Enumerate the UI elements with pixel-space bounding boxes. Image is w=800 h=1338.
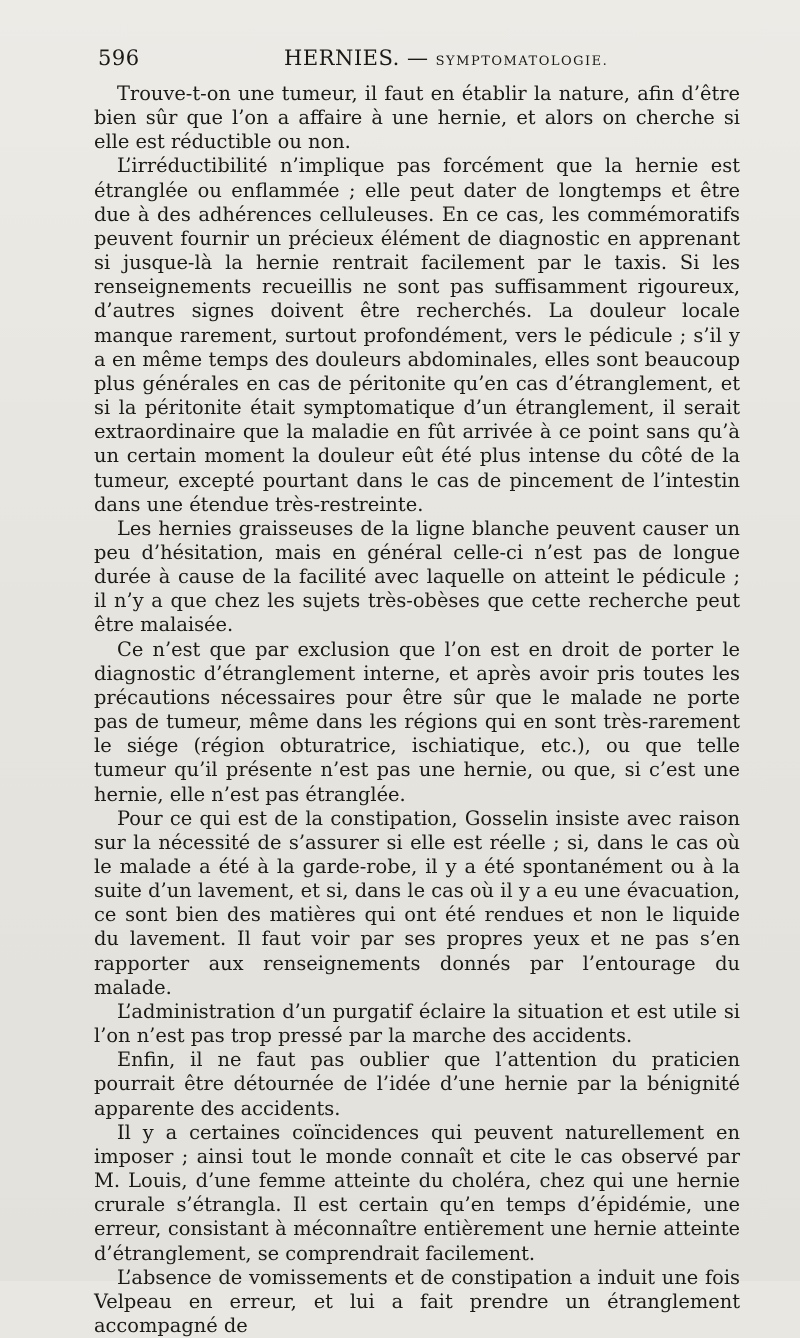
title-separator: — — [406, 46, 429, 70]
paragraph: Ce n’est que par exclusion que l’on est en droit de porter le diagnostic d’étranglement interne, et après avoir pris toutes les précautions nécessaires pour être sûr que le malade ne porte pas de tumeur, même dans les régions qui en sont très-rarement le siége (région obturatrice, ischiatique, etc.), ou que telle tumeur qu’il présente n’est pas une hernie, ou que, si c’est une hernie, elle n’est pas étranglée. — [94, 637, 740, 806]
page-number: 596 — [98, 46, 140, 70]
running-title — [284, 46, 608, 70]
paragraph: L’irréductibilité n’implique pas forcément que la hernie est étranglée ou enflammée ; elle peut dater de longtemps et être due à des adhérences celluleuses. En ce cas, les commémoratifs peuvent fournir un précieux élément de diagnostic en apprenant si jusque-là la hernie rentrait facilement par le taxis. Si les renseignements recueillis ne sont pas suffisamment rigoureux, d’autres signes doivent être recherchés. La douleur locale manque rarement, surtout profondément, vers le pédicule ; s’il y a en même temps des douleurs abdominales, elles sont beaucoup plus générales en cas de péritonite qu’en cas d’étranglement, et si la péritonite était symptomatique d’un étranglement, il serait extraordinaire que la maladie en fût arrivée à ce point sans qu’à un certain moment la douleur eût été plus intense du côté de la tumeur, excepté pourtant dans le cas de pincement de l’intestin dans une étendue très-restreinte. — [94, 154, 740, 516]
paragraph: Enfin, il ne faut pas oublier que l’attention du praticien pourrait être détournée de l’idée d’une hernie par la bénignité apparente des accidents. — [94, 1048, 740, 1120]
chapter-title: HERNIES. — [284, 46, 400, 70]
running-header — [94, 46, 774, 74]
paragraph: L’administration d’un purgatif éclaire la situation et est utile si l’on n’est pas trop pressé par la marche des accidents. — [94, 999, 740, 1048]
section-title: SYMPTOMATOLOGIE. — [435, 54, 609, 69]
paragraph: Les hernies graisseuses de la ligne blanche peuvent causer un peu d’hésitation, mais en général celle-ci n’est pas de longue durée à cause de la facilité avec laquelle on atteint le pédicule ; il n’y a que chez les sujets très-obèses que cette recherche peut être malaisée. — [94, 516, 740, 637]
paragraph: L’absence de vomissements et de constipation a induit une fois Velpeau en erreur, et lui a fait prendre un étranglement accompagné de — [94, 1265, 740, 1337]
body-text — [94, 82, 740, 1338]
paragraph: Il y a certaines coïncidences qui peuvent naturellement en imposer ; ainsi tout le monde connaît et cite le cas observé par M. Louis, d’une femme atteinte du choléra, chez qui une hernie crurale s’étrangla. Il est certain qu’en temps d’épidémie, une erreur, consistant à méconnaître entièrement une hernie atteinte d’étranglement, se comprendrait facilement. — [94, 1120, 740, 1265]
paragraph: Pour ce qui est de la constipation, Gosselin insiste avec raison sur la nécessité de s’assurer si elle est réelle ; si, dans le cas où le malade a été à la garde-robe, il y a été spontanément ou à la suite d’un lavement, et si, dans le cas où il y a eu une évacuation, ce sont bien des matières qui ont été rendues et non le liquide du lavement. Il faut voir par ses propres yeux et ne pas s’en rapporter aux renseignements donnés par l’entourage du malade. — [94, 806, 740, 999]
paragraph: Trouve-t-on une tumeur, il faut en établir la nature, afin d’être bien sûr que l’on a affaire à une hernie, et alors on cherche si elle est réductible ou non. — [94, 82, 740, 154]
